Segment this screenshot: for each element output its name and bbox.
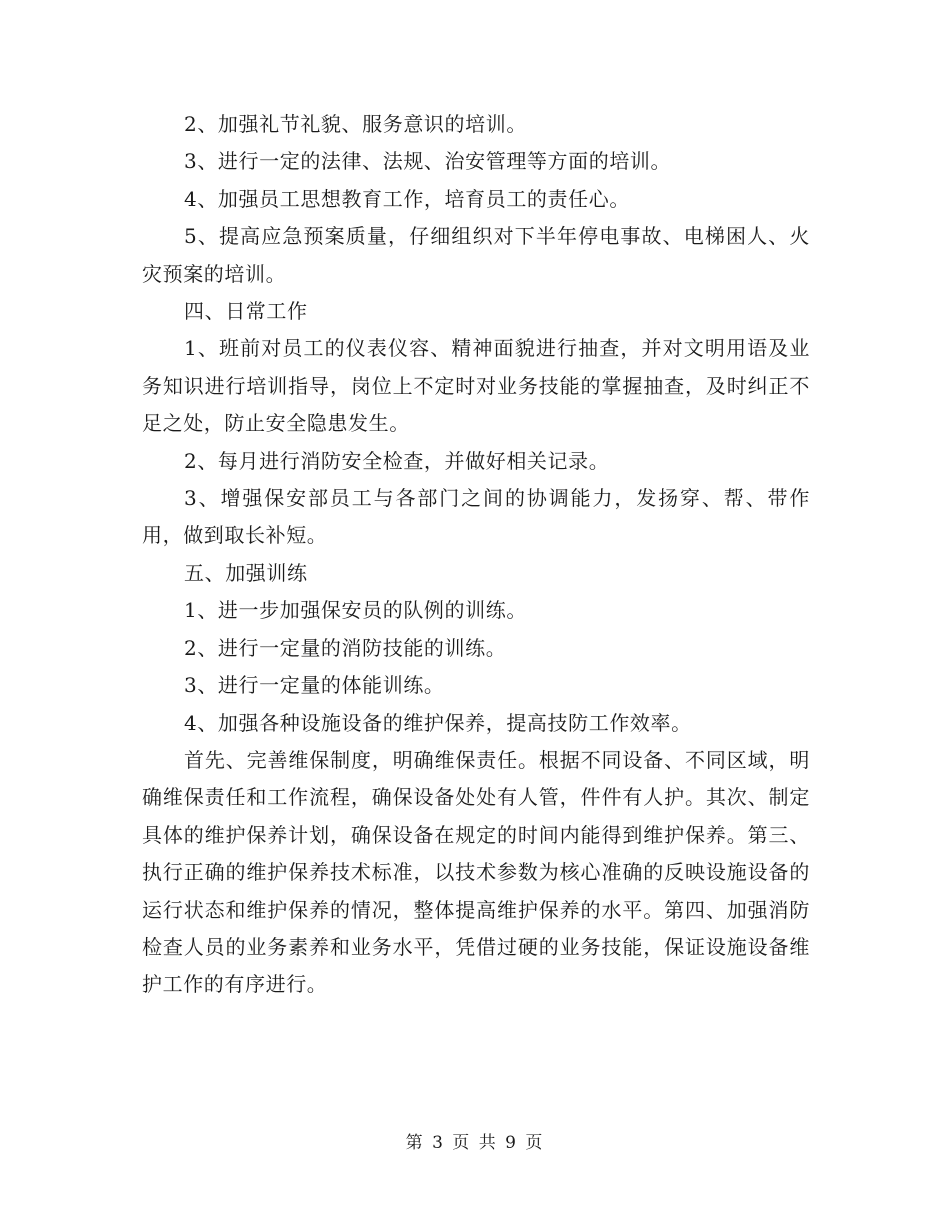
paragraph-training-emergency: 5、提高应急预案质量，仔细组织对下半年停电事故、电梯困人、火灾预案的培训。 [142,224,810,286]
paragraph-training-education: 4、加强员工思想教育工作，培育员工的责任心。 [184,186,630,211]
section-heading-training: 五、加强训练 [184,560,308,585]
paragraph-training-drill: 1、进一步加强保安员的队例的训练。 [184,598,527,623]
section-heading-daily-work: 四、日常工作 [184,299,308,324]
paragraph-training-law: 3、进行一定的法律、法规、治安管理等方面的培训。 [184,149,672,174]
paragraph-training-etiquette: 2、加强礼节礼貌、服务意识的培训。 [184,112,527,136]
paragraph-daily-coordination: 3、增强保安部员工与各部门之间的协调能力，发扬穿、帮、带作用，做到取长补短。 [142,486,810,548]
paragraph-maintenance-details: 首先、完善维保制度，明确维保责任。根据不同设备、不同区域，明确维保责任和工作流程，确保设备处处有人管，件件有人护。其次、制定具体的维护保养计划，确保设备在规定的时间内能得到维护保养。第三、执行正确的维护保养技术标准，以技术参数为核心准确的反映设施设备的运行状态和维护保养的情况，整体提高维护保养的水平。第四、加强消防检查人员的业务素养和业务水平，凭借过硬的业务技能，保证设施设备维护工作的有序进行。 [142,747,810,997]
paragraph-training-fitness: 3、进行一定量的体能训练。 [184,673,445,698]
paragraph-training-maintenance: 4、加强各种设施设备的维护保养，提高技防工作效率。 [184,710,692,735]
paragraph-daily-inspection: 1、班前对员工的仪表仪容、精神面貌进行抽查，并对文明用语及业务知识进行培训指导，岗位上不定时对业务技能的掌握抽查，及时纠正不足之处，防止安全隐患发生。 [142,336,810,436]
paragraph-training-fire-skills: 2、进行一定量的消防技能的训练。 [184,635,507,660]
paragraph-daily-fire-check: 2、每月进行消防安全检查，并做好相关记录。 [184,448,610,473]
page-number-footer: 第 3 页 共 9 页 [405,1133,545,1153]
document-body [142,106,810,1004]
